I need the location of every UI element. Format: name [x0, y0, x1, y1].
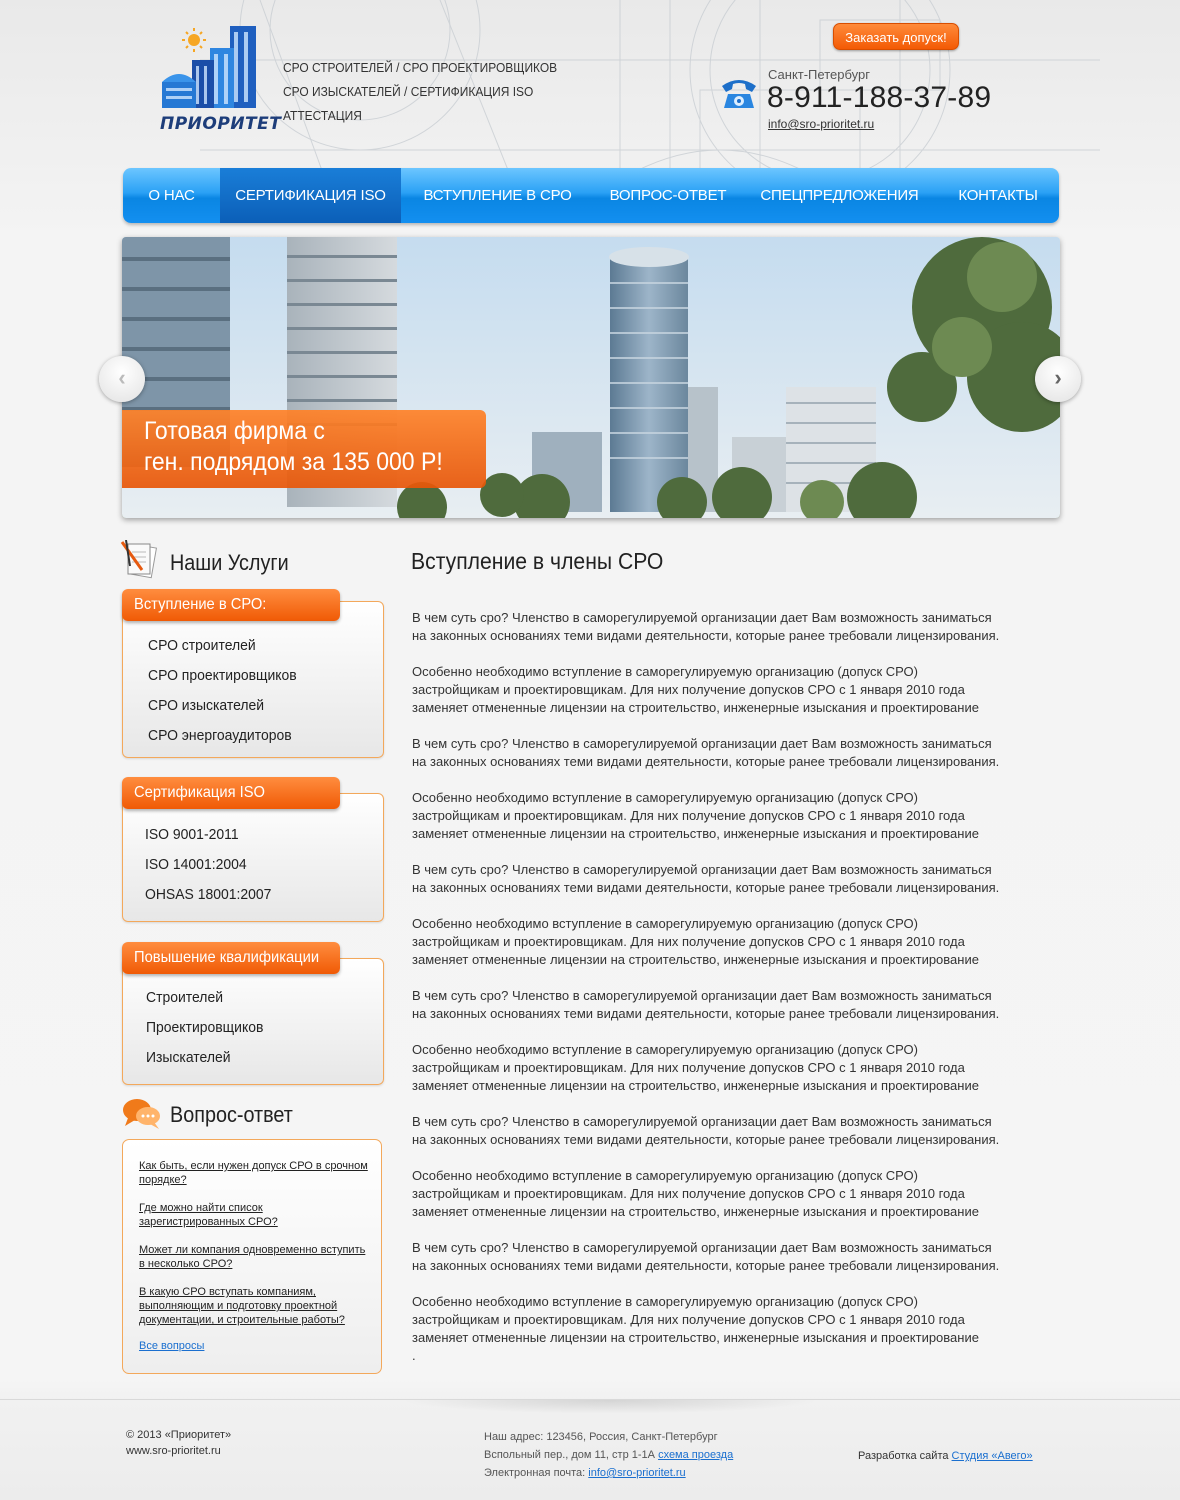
city-label: Санкт-Петербург [768, 67, 870, 82]
sidebar-item-label: OHSAS 18001:2007 [145, 886, 272, 903]
slide-caption-line-2: ген. подрядом за 135 000 Р! [144, 448, 443, 476]
content-paragraph: В чем суть сро? Членство в саморегулируемой организации дает Вам возможность заниматься на законных основаниях теми видами деятельности, которые ранее требовали лицензирования. [412, 736, 1000, 769]
developer-label: Разработка сайта [858, 1450, 949, 1462]
documents-pen-icon [120, 540, 162, 580]
footer-shadow [400, 1400, 820, 1414]
content-trailing: . [412, 1348, 416, 1363]
sidebar-item-surveyors[interactable] [146, 1043, 383, 1073]
sidebar-item-ohsas-18001[interactable] [145, 880, 383, 910]
logo-text[interactable]: ПРИОРИТЕТ [160, 114, 282, 134]
qa-link[interactable]: Как быть, если нужен допуск СРО в срочном порядке? [139, 1160, 368, 1186]
nav-item-special-offers[interactable]: СПЕЦПРЕДЛОЖЕНИЯ [760, 187, 919, 204]
tagline-line-3: АТТЕСТАЦИЯ [283, 108, 362, 123]
sidebar-item-sro-energy-auditors[interactable] [148, 721, 383, 751]
sidebar-item-iso-9001[interactable] [145, 820, 383, 850]
copyright-text: © 2013 «Приоритет» [126, 1429, 232, 1441]
phone-number[interactable]: 8-911-188-37-89 [767, 81, 992, 114]
box-title-label: Сертификация ISO [134, 784, 265, 801]
sidebar-item-label: СРО строителей [148, 637, 256, 654]
footer-copyright [126, 1427, 231, 1459]
content-paragraph: Особенно необходимо вступление в саморегулируемую организацию (допуск СРО) застройщикам и проектировщикам. Для них получение допусков СРО с 1 января 2010 года заменяет отмененные лицензии на строительство, инженерные изыскания и проектирование [412, 1168, 979, 1219]
iso-certification-box-title[interactable] [122, 777, 340, 809]
sidebar-item-builders[interactable] [146, 983, 383, 1013]
sidebar-item-label: Изыскателей [146, 1049, 231, 1066]
address-line-2: Вспольный пер., дом 11, стр 1-1А [484, 1449, 655, 1461]
content-paragraph: Особенно необходимо вступление в саморегулируемую организацию (допуск СРО) застройщикам и проектировщикам. Для них получение допусков СРО с 1 января 2010 года заменяет отмененные лицензии на строительство, инженерные изыскания и проектирование [412, 1294, 979, 1345]
services-title: Наши Услуги [170, 550, 289, 575]
qa-box [122, 1139, 382, 1374]
nav-item-sro-membership[interactable]: ВСТУПЛЕНИЕ В СРО [423, 187, 572, 204]
footer-address [484, 1428, 733, 1482]
sidebar-item-sro-designers[interactable] [148, 661, 383, 691]
footer-developer [858, 1450, 1033, 1462]
qa-title: Вопрос-ответ [170, 1102, 293, 1127]
address-line-1: Наш адрес: 123456, Россия, Санкт-Петербург [484, 1431, 718, 1443]
content-paragraph: В чем суть сро? Членство в саморегулируемой организации дает Вам возможность заниматься на законных основаниях теми видами деятельности, которые ранее требовали лицензирования. [412, 988, 1000, 1021]
phone-icon [718, 72, 760, 114]
developer-link[interactable]: Студия «Авего» [951, 1450, 1033, 1462]
sidebar-item-label: Проектировщиков [146, 1019, 264, 1036]
tagline-line-2: СРО ИЗЫСКАТЕЛЕЙ / СЕРТИФИКАЦИЯ ISO [283, 84, 534, 99]
qa-link[interactable]: Где можно найти список зарегистрированных СРО? [139, 1202, 278, 1228]
nav-item-about[interactable]: О НАС [148, 187, 195, 204]
site-url: www.sro-prioritet.ru [126, 1445, 221, 1457]
sidebar-item-iso-14001[interactable] [145, 850, 383, 880]
footer-email-label: Электронная почта: [484, 1467, 586, 1479]
content-paragraph: В чем суть сро? Членство в саморегулируемой организации дает Вам возможность заниматься на законных основаниях теми видами деятельности, которые ранее требовали лицензирования. [412, 610, 1000, 643]
tagline-line-1: СРО СТРОИТЕЛЕЙ / СРО ПРОЕКТИРОВЩИКОВ [283, 60, 558, 75]
sidebar-item-label: СРО изыскателей [148, 697, 265, 714]
sidebar-item-designers[interactable] [146, 1013, 383, 1043]
nav-item-contacts[interactable]: КОНТАКТЫ [958, 187, 1038, 204]
page-title: Вступление в члены СРО [411, 548, 664, 574]
content-paragraph: Особенно необходимо вступление в саморегулируемую организацию (допуск СРО) застройщикам и проектировщикам. Для них получение допусков СРО с 1 января 2010 года заменяет отмененные лицензии на строительство, инженерные изыскания и проектирование [412, 916, 979, 967]
content-paragraph: Особенно необходимо вступление в саморегулируемую организацию (допуск СРО) застройщикам и проектировщикам. Для них получение допусков СРО с 1 января 2010 года заменяет отмененные лицензии на строительство, инженерные изыскания и проектирование [412, 790, 979, 841]
map-link[interactable]: схема проезда [658, 1449, 734, 1461]
qa-link[interactable]: Может ли компания одновременно вступить в несколько СРО? [139, 1244, 366, 1270]
qa-link[interactable]: В какую СРО вступать компаниям, выполняющим и подготовку проектной документации, и строительные работы? [139, 1286, 345, 1326]
slide-caption[interactable] [122, 410, 486, 488]
all-questions-link[interactable]: Все вопросы [139, 1340, 205, 1352]
main-nav [123, 168, 1059, 223]
sro-membership-box [122, 601, 384, 758]
main-content [412, 609, 1062, 1383]
sro-membership-box-title[interactable] [122, 589, 340, 621]
sidebar-item-sro-builders[interactable] [148, 631, 383, 661]
slider-prev-button[interactable]: ‹ [99, 356, 145, 402]
content-paragraph: Особенно необходимо вступление в саморегулируемую организацию (допуск СРО) застройщикам и проектировщикам. Для них получение допусков СРО с 1 января 2010 года заменяет отмененные лицензии на строительство, инженерные изыскания и проектирование [412, 1042, 979, 1093]
nav-item-iso-certification[interactable]: СЕРТИФИКАЦИЯ ISO [220, 168, 401, 223]
qualification-box-title[interactable] [122, 942, 340, 974]
slide-caption-line-1: Готовая фирма с [144, 417, 325, 445]
sidebar-item-label: СРО проектировщиков [148, 667, 297, 684]
footer-email-link[interactable]: info@sro-prioritet.ru [588, 1467, 686, 1479]
sidebar-item-label: ISO 9001-2011 [145, 826, 239, 843]
header-tagline [283, 56, 557, 128]
sidebar-item-label: Строителей [146, 989, 224, 1006]
nav-item-faq[interactable]: ВОПРОС-ОТВЕТ [609, 187, 727, 204]
order-permit-button[interactable]: Заказать допуск! [833, 23, 959, 50]
content-paragraph: В чем суть сро? Членство в саморегулируемой организации дает Вам возможность заниматься на законных основаниях теми видами деятельности, которые ранее требовали лицензирования. [412, 1240, 1000, 1273]
sidebar-item-label: СРО энергоаудиторов [148, 727, 292, 744]
iso-certification-box [122, 793, 384, 922]
content-paragraph: Особенно необходимо вступление в саморегулируемую организацию (допуск СРО) застройщикам и проектировщикам. Для них получение допусков СРО с 1 января 2010 года заменяет отмененные лицензии на строительство, инженерные изыскания и проектирование [412, 664, 979, 715]
content-paragraph: В чем суть сро? Членство в саморегулируемой организации дает Вам возможность заниматься на законных основаниях теми видами деятельности, которые ранее требовали лицензирования. [412, 1114, 1000, 1147]
slider-next-button[interactable]: › [1035, 356, 1081, 402]
box-title-label: Вступление в СРО: [134, 596, 267, 613]
content-paragraph: В чем суть сро? Членство в саморегулируемой организации дает Вам возможность заниматься на законных основаниях теми видами деятельности, которые ранее требовали лицензирования. [412, 862, 1000, 895]
header-email-link[interactable]: info@sro-prioritet.ru [768, 117, 875, 131]
box-title-label: Повышение квалификации [134, 949, 320, 966]
sidebar-item-label: ISO 14001:2004 [145, 856, 247, 873]
chat-bubbles-icon [122, 1096, 162, 1132]
sidebar-item-sro-surveyors[interactable] [148, 691, 383, 721]
qualification-box [122, 958, 384, 1085]
